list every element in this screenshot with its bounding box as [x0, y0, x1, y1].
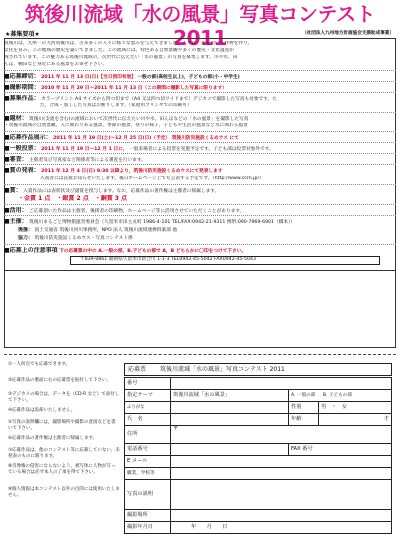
exhibit-label: ■応募作品展示：: [4, 134, 52, 141]
photo-description-field[interactable]: [171, 480, 392, 510]
form-row: [125, 378, 392, 390]
form-row: [125, 480, 392, 510]
vote-note: 一般来場者による投票を実施予定です。子ども部は投票対象外です。: [129, 147, 274, 152]
caution-label: ■応募上の注意事項: [4, 247, 58, 254]
host-row: [4, 218, 396, 226]
entry-text: カラープリント A4 サイズから四つ切まで（A4 又は四つ切ワイドまで）デジカメで撮影した写真も対象です。た: [41, 97, 277, 102]
name-field[interactable]: [171, 414, 289, 426]
deadline-note: 一般の部(高校生以上)，子どもの部(小・中学生): [137, 75, 240, 80]
form-row: [125, 510, 392, 522]
prize-label: ■賞：: [4, 187, 22, 194]
divider: [4, 164, 396, 165]
period-value: 2010 年 11 月 29 日～2011 年 11 月 13 日（この期間に撮影した写真に限ります）: [41, 86, 227, 91]
intro-line: 残されています。この魅力ある筑後川流域の，次世代に伝えたい「水の風景」の写真を募集します。川や水，田: [4, 55, 238, 60]
note-item: ⑦応募作品は，他のコンテスト等に応募していない，未発表のものに限ります。: [8, 448, 120, 459]
award-note: 入賞者には直接お知らせいたします。後日ホームページ上でも公表する予定です。（http://www.ccrn.jp/）: [40, 176, 264, 181]
sponsor-row: [18, 227, 396, 234]
divider: [4, 70, 396, 71]
judge-label: ■審査：: [4, 156, 28, 163]
entry-text: だ，合成・加工した写真はお断りします。（家庭用プリンタでの印刷可）: [40, 103, 192, 108]
sponsor-text: 国土交通省 筑後川河川事務所，NPO 法人 筑後川流域連携俱楽部 他: [34, 228, 178, 233]
intro-line: 文化を育み，この地域の歴史を築いてきました。この流域には，特色ある自然景観や多くの歴史・文化遺産が: [4, 48, 234, 53]
judge-row: [4, 156, 396, 164]
form-contest: 筑後川流域「水の風景」写真コンテスト 2011: [159, 366, 285, 373]
form-label: 職業，学校等: [125, 468, 171, 480]
intro-line: んぼ，棚田など身近にある風景をお寄せ下さい。: [4, 62, 108, 67]
divider: [4, 81, 396, 82]
theme-text: 筑後川(支流を含む)の流域において次世代に伝えたい川や水，田んぼなどの「水の風景」を撮影した写真: [29, 117, 249, 122]
prize-text: 入賞作品には表彰状及び副賞を授与します。なお，応募作品の著作権は主催者に帰属します。: [23, 189, 220, 194]
gender-field[interactable]: 男 ・ 女: [319, 402, 392, 414]
form-label: 撮影年月日: [125, 522, 171, 534]
divider: [4, 215, 396, 216]
divider: [4, 244, 396, 245]
divider: [4, 112, 396, 113]
deadline-value: 2011 年 11 月 13 日(日)【当日消印有効】: [41, 75, 136, 80]
theme-label: ■題材：: [4, 115, 28, 122]
fax-label[interactable]: FAX 番号: [289, 444, 392, 456]
form-label: 撮影場所: [125, 510, 171, 522]
org-note: （社団法人九州地方計画協会支援助成事業）: [302, 31, 394, 36]
gender-label: 性別: [289, 402, 319, 414]
form-label: ふりがな: [125, 402, 171, 414]
form-row: [125, 414, 392, 426]
location-field[interactable]: [171, 510, 392, 522]
divider: [4, 131, 396, 132]
form-row: [125, 390, 392, 402]
form-row: [125, 444, 392, 456]
divider: [4, 204, 396, 205]
number-field[interactable]: [171, 378, 392, 390]
theme-row: [4, 115, 396, 123]
use-label: ■活用：: [4, 207, 28, 214]
vote-row: [4, 145, 396, 153]
entry-form-table: [124, 377, 392, 534]
form-label: 番号: [125, 378, 171, 390]
form-heading: 応募票: [128, 366, 147, 373]
category-b[interactable]: B. 子どもの部: [322, 392, 352, 398]
guide-heading: ★募集要項★: [5, 31, 40, 38]
exhibit-value: 2011 年 11 月 19 日(土)～12 月 25 日(日)（予定） 筑後川防災施設くるめウス にて: [53, 136, 239, 141]
caution-text: 下の応募票の中の A.一般の部，B.子どもの部で A，B どちらかに〇印をつけて下さい。: [59, 249, 247, 254]
form-label: 電話番号: [125, 444, 171, 456]
deadline-row: [4, 73, 396, 81]
form-row: [125, 522, 392, 534]
divider: [4, 153, 396, 154]
note-item: ②応募作品の裏面に右の応募票を貼付して下さい。: [8, 378, 112, 383]
form-label: E メール: [125, 456, 171, 468]
form-label: 氏 名: [125, 414, 171, 426]
vote-label: ■一般投票：: [4, 145, 40, 152]
vote-value: 2011 年 11 月 19 日～12 月 1 日に，: [41, 147, 128, 152]
award-row: [4, 167, 396, 175]
note-item: ④応募作品は返却いたしません。: [8, 408, 76, 413]
divider: [4, 142, 396, 143]
assist-row: [18, 235, 396, 242]
divider: [4, 184, 396, 185]
form-header: [124, 363, 392, 376]
use-text: ご応募頂いた作品は主催者，後援者の印刷物，ホームページ等に活用させていただくことがあります。: [29, 209, 245, 214]
note-item: ⑤写真の説明欄には，撮影場所や撮影の意図などを書いて下さい。: [8, 420, 116, 431]
page-title: 筑後川流域「水の風景」写真コンテスト2011: [24, 2, 376, 50]
form-label: 住所: [125, 426, 171, 444]
award-label: ■賞の発表：: [4, 167, 40, 174]
category-a[interactable]: A. 一般の部: [291, 392, 316, 398]
phone-field[interactable]: [171, 444, 289, 456]
address-field[interactable]: 〒: [171, 426, 392, 444]
note-item: ⑨個人情報は本コンテスト以外の目的には使用いたしません。: [8, 487, 120, 498]
occupation-field[interactable]: [171, 468, 392, 480]
note-item: ⑧肖像権の侵害にならないよう，被写体に人物が写っている場合は必ず本人の了承を得て下さい。: [8, 464, 116, 475]
form-label: 指定テーマ: [125, 390, 171, 402]
assist-text: 筑後川防災施設くるめウス・写真コンテスト係: [34, 236, 133, 241]
entry-label: ■募集作品：: [4, 95, 40, 102]
email-field[interactable]: [171, 456, 392, 468]
note-item: ③デジカメの場合は，データを（CD-R など）で添付して下さい。: [8, 392, 120, 403]
address-text: 〒839-0861 福岡県久留米市新合川 1-1-3 TEL0942-45-5042 FAX0942-45-5043: [80, 257, 256, 262]
entry-row: [4, 95, 396, 103]
judge-text: 主催者及び写真家など関係者等による審査を行います。: [29, 158, 146, 163]
cut-line: [4, 354, 396, 355]
period-label: ■撮影期間：: [4, 84, 40, 91]
use-row: [4, 207, 396, 215]
form-label: 写真の説明: [125, 480, 171, 510]
host-label: ■主催：: [4, 218, 28, 225]
form-row: [125, 456, 392, 468]
frame-bottom-divider: [4, 270, 396, 271]
prize-line: ・金賞 1 点 ・銀賞 2 点 ・銅賞 3 点: [18, 195, 128, 202]
intro-line: 筑後川は，九州一の大河筑後川は，古来多くの人々に様々な恵みを与えてきました。人々は，水を用いて作物を作り，: [4, 41, 253, 46]
date-field[interactable]: 年 月 日: [171, 522, 392, 534]
divider: [4, 92, 396, 93]
form-row: [125, 426, 392, 444]
award-value: 2011 年 12 月 4 日(日) 9:30 以降より，筑後川防災施設くるめウスにて発表します: [41, 169, 223, 174]
form-row: [125, 402, 392, 414]
note-item: ⑥応募作品の著作権は主催者に帰属します。: [8, 436, 98, 441]
age-field[interactable]: 才: [319, 414, 392, 426]
host-text: 筑後川まるごと博物館運営委員会（久留米市田主丸町 1986-4-101 TEL/FAX:0942-21-9311 携帯:090-7969-6901（橋本））: [29, 220, 296, 225]
sponsor-label: 後援：: [18, 227, 34, 233]
furigana-field[interactable]: [171, 402, 289, 414]
theme-text: ・筑後川流域の自然景観，人に関わりある風景，季節の風景，祭りの様子，子どもや生活の風景など水に関わる風景: [4, 123, 248, 128]
theme-field: 筑後川流域「水の風景」: [171, 390, 289, 402]
period-row: [4, 84, 396, 92]
age-label: 年齢: [289, 414, 319, 426]
form-row: [125, 468, 392, 480]
prize-row: [4, 187, 396, 195]
note-item: ①一人何点でも応募できます。: [8, 362, 71, 367]
deadline-label: ■応募締切：: [4, 73, 40, 80]
exhibit-row: [4, 134, 396, 142]
caution-row: [4, 247, 396, 255]
category-choices[interactable]: [289, 390, 392, 402]
assist-label: 協力：: [18, 235, 34, 241]
